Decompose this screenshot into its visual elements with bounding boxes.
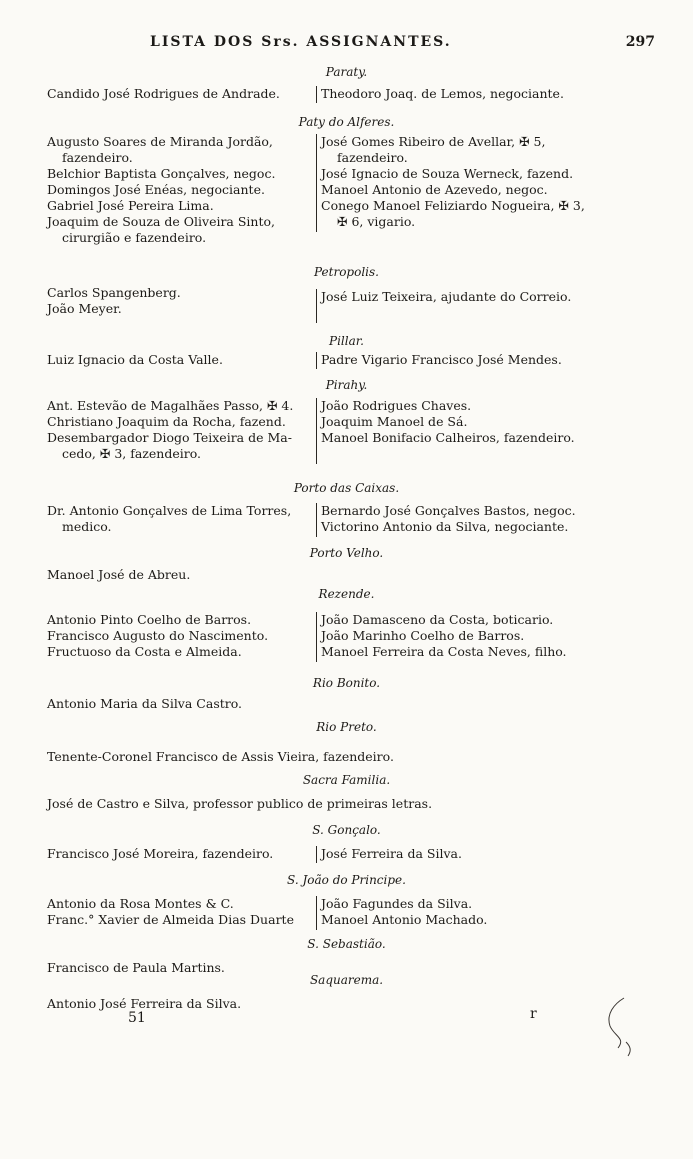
subscriber-line: Augusto Soares de Miranda Jordão, bbox=[47, 134, 273, 149]
column-divider bbox=[316, 846, 317, 863]
section-heading-porto-das-caixas: Porto das Caixas. bbox=[293, 481, 400, 495]
subscriber-line: Francisco Augusto do Nascimento. bbox=[47, 628, 269, 643]
subscriber-line: José Gomes Ribeiro de Avellar, ✠ 5, bbox=[321, 134, 546, 149]
subscriber-line: Tenente-Coronel Francisco de Assis Vieira, fazendeiro. bbox=[47, 749, 394, 764]
column-divider bbox=[316, 86, 317, 103]
subscriber-line: Manoel Bonifacio Calheiros, fazendeiro. bbox=[321, 430, 575, 445]
subscriber-line: Dr. Antonio Gonçalves de Lima Torres, bbox=[47, 503, 292, 518]
section-heading-paty-do-alferes: Paty do Alferes. bbox=[298, 115, 395, 129]
section-heading-pirahy: Pirahy. bbox=[325, 378, 368, 392]
section-heading-rio-bonito: Rio Bonito. bbox=[312, 676, 381, 690]
column-divider bbox=[316, 352, 317, 369]
subscriber-line: Domingos José Enéas, negociante. bbox=[47, 182, 265, 197]
subscriber-line: fazendeiro. bbox=[337, 150, 408, 165]
subscriber-line: Antonio Pinto Coelho de Barros. bbox=[47, 612, 252, 627]
section-heading-s-joao-do-principe: S. João do Principe. bbox=[287, 873, 406, 887]
column-divider bbox=[316, 896, 317, 930]
page-number: 297 bbox=[625, 34, 655, 50]
subscriber-line: medico. bbox=[62, 519, 112, 534]
footer-mark: r bbox=[530, 1006, 537, 1022]
page-header-title: LISTA DOS Srs. ASSIGNANTES. bbox=[150, 34, 452, 50]
subscriber-line: José Luiz Teixeira, ajudante do Correio. bbox=[321, 289, 572, 304]
subscriber-line: Antonio Maria da Silva Castro. bbox=[47, 696, 243, 711]
subscriber-line: Antonio José Ferreira da Silva. bbox=[47, 996, 242, 1011]
section-heading-rio-preto: Rio Preto. bbox=[316, 720, 377, 734]
subscriber-line: Bernardo José Gonçalves Bastos, negoc. bbox=[321, 503, 576, 518]
section-heading-petropolis: Petropolis. bbox=[314, 265, 379, 279]
subscriber-line: Luiz Ignacio da Costa Valle. bbox=[47, 352, 223, 367]
subscriber-line: Ant. Estevão de Magalhães Passo, ✠ 4. bbox=[47, 398, 294, 413]
subscriber-line: João Rodrigues Chaves. bbox=[321, 398, 472, 413]
subscriber-line: Manoel Antonio de Azevedo, negoc. bbox=[321, 182, 548, 197]
subscriber-line: Manoel Antonio Machado. bbox=[321, 912, 488, 927]
subscriber-line: Manoel José de Abreu. bbox=[47, 567, 191, 582]
section-heading-pillar: Pillar. bbox=[329, 334, 364, 348]
subscriber-line: João Damasceno da Costa, boticario. bbox=[321, 612, 554, 627]
subscriber-line: José Ignacio de Souza Werneck, fazend. bbox=[321, 166, 574, 181]
subscriber-line: João Marinho Coelho de Barros. bbox=[321, 628, 525, 643]
section-heading-porto-velho: Porto Velho. bbox=[309, 546, 384, 560]
subscriber-line: Christiano Joaquim da Rocha, fazend. bbox=[47, 414, 286, 429]
subscriber-line: Carlos Spangenberg. bbox=[47, 285, 181, 300]
section-heading-sacra-familia: Sacra Familia. bbox=[302, 773, 391, 787]
subscriber-line: José Ferreira da Silva. bbox=[321, 846, 462, 861]
subscriber-line: fazendeiro. bbox=[62, 150, 133, 165]
column-divider bbox=[316, 289, 317, 323]
subscriber-line: ✠ 6, vigario. bbox=[337, 214, 416, 229]
subscriber-line: cedo, ✠ 3, fazendeiro. bbox=[62, 446, 201, 461]
subscriber-line: Antonio da Rosa Montes & C. bbox=[47, 896, 234, 911]
subscriber-line: Victorino Antonio da Silva, negociante. bbox=[321, 519, 569, 534]
subscriber-line: Desembargador Diogo Teixeira de Ma- bbox=[47, 430, 292, 445]
subscriber-line: Francisco de Paula Martins. bbox=[47, 960, 225, 975]
column-divider bbox=[316, 134, 317, 232]
subscriber-line: Theodoro Joaq. de Lemos, negociante. bbox=[321, 86, 564, 101]
subscriber-line: Joaquim Manoel de Sá. bbox=[321, 414, 468, 429]
subscriber-line: Conego Manoel Feliziardo Nogueira, ✠ 3, bbox=[321, 198, 585, 213]
section-heading-saquarema: Saquarema. bbox=[309, 973, 384, 987]
subscriber-line: Joaquim de Souza de Oliveira Sinto, bbox=[47, 214, 275, 229]
section-heading-rezende: Rezende. bbox=[318, 587, 375, 601]
subscriber-line: Francisco José Moreira, fazendeiro. bbox=[47, 846, 274, 861]
column-divider bbox=[316, 612, 317, 662]
section-heading-s-goncalo: S. Gonçalo. bbox=[312, 823, 381, 837]
subscriber-line: Manoel Ferreira da Costa Neves, filho. bbox=[321, 644, 567, 659]
subscriber-line: Fructuoso da Costa e Almeida. bbox=[47, 644, 242, 659]
subscriber-line: João Fagundes da Silva. bbox=[321, 896, 473, 911]
column-divider bbox=[316, 398, 317, 464]
signature-mark: 51 bbox=[128, 1010, 146, 1026]
subscriber-line: Belchior Baptista Gonçalves, negoc. bbox=[47, 166, 276, 181]
subscriber-line: Gabriel José Pereira Lima. bbox=[47, 198, 214, 213]
ink-scribble bbox=[596, 990, 646, 1060]
subscriber-line: cirurgião e fazendeiro. bbox=[62, 230, 207, 245]
subscriber-line: Padre Vigario Francisco José Mendes. bbox=[321, 352, 562, 367]
subscriber-line: João Meyer. bbox=[47, 301, 122, 316]
subscriber-line: Candido José Rodrigues de Andrade. bbox=[47, 86, 280, 101]
subscriber-line: Franc.° Xavier de Almeida Dias Duarte bbox=[47, 912, 294, 927]
section-heading-paraty: Paraty. bbox=[325, 65, 368, 79]
column-divider bbox=[316, 503, 317, 537]
subscriber-line: José de Castro e Silva, professor publico de primeiras letras. bbox=[47, 796, 433, 811]
section-heading-s-sebastiao: S. Sebastião. bbox=[307, 937, 386, 951]
